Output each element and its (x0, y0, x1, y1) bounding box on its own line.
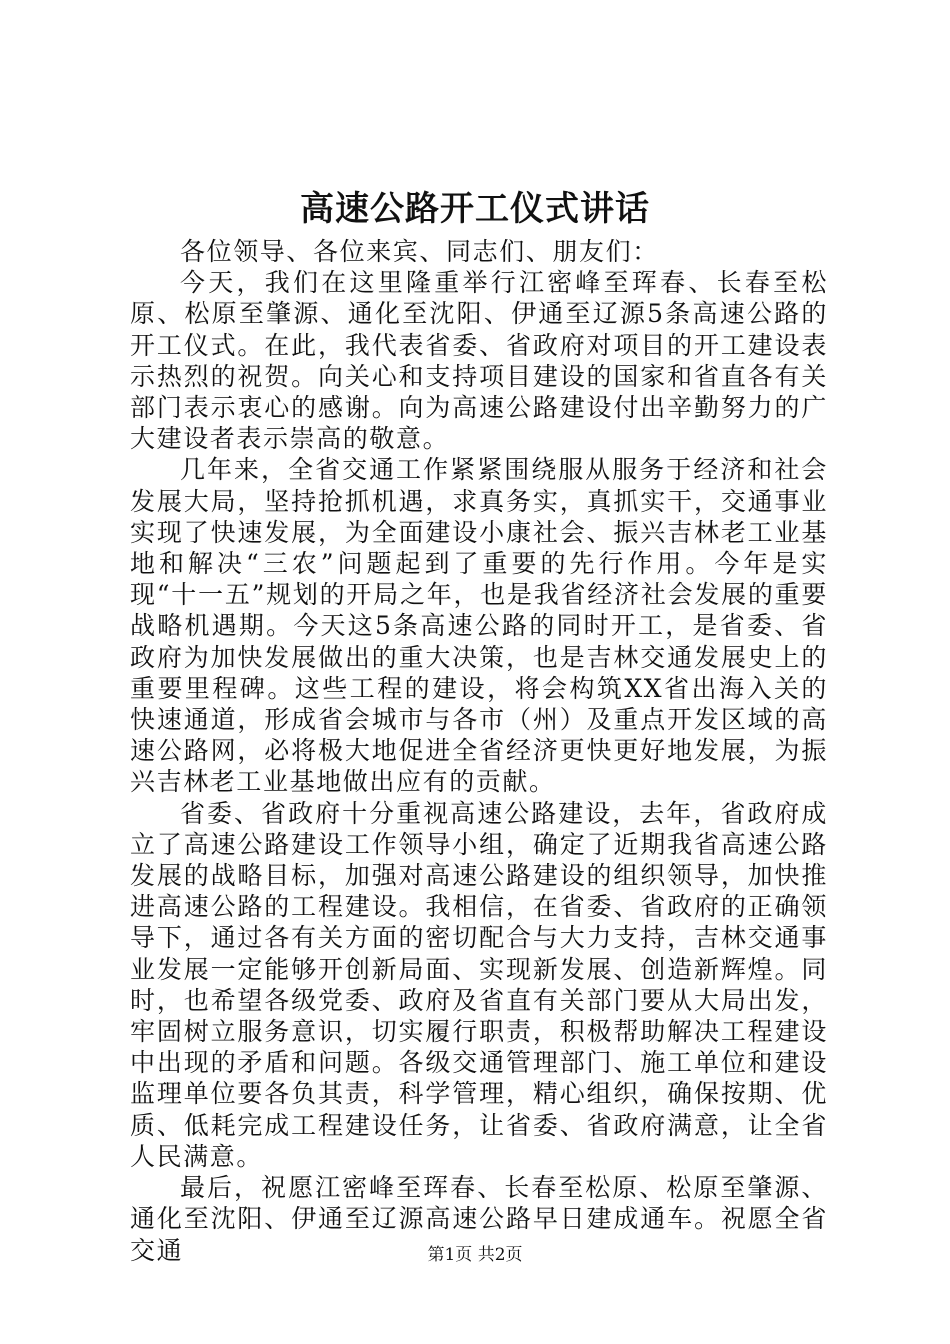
paragraph-2: 几年来，全省交通工作紧紧围绕服从服务于经济和社会发展大局，坚持抢抓机遇，求真务实，真抓实干，交通事业实现了快速发展，为全面建设小康社会、振兴吉林老工业基地和解决“三农”问题起到了重要的先行作用。今年是实现“十一五”规划的开局之年，也是我省经济社会发展的重要战略机遇期。今天这5条高速公路的同时开工，是省委、省政府为加快发展做出的重大决策，也是吉林交通发展史上的重要里程碑。这些工程的建设，将会构筑XX省出海入关的快速通道，形成省会城市与各市（州）及重点开发区域的高速公路网，必将极大地促进全省经济更快更好地发展，为振兴吉林老工业基地做出应有的贡献。 (130, 455, 828, 797)
document-title: 高速公路开工仪式讲话 (300, 189, 650, 229)
salutation: 各位领导、各位来宾、同志们、朋友们： (180, 237, 659, 266)
paragraph-1: 今天，我们在这里隆重举行江密峰至珲春、长春至松原、松原至肇源、通化至沈阳、伊通至辽源5条高速公路的开工仪式。在此，我代表省委、省政府对项目的开工建设表示热烈的祝贺。向关心和支持项目建设的国家和省直各有关部门表示衷心的感谢。向为高速公路建设付出辛勤努力的广大建设者表示崇高的敬意。 (130, 268, 828, 454)
document-body (130, 236, 828, 1266)
paragraph-4: 最后，祝愿江密峰至珲春、长春至松原、松原至肇源、通化至沈阳、伊通至辽源高速公路早日建成通车。祝愿全省交通 (130, 1173, 828, 1265)
paragraph-3: 省委、省政府十分重视高速公路建设，去年，省政府成立了高速公路建设工作领导小组，确定了近期我省高速公路发展的战略目标，加强对高速公路建设的组织领导，加快推进高速公路的工程建设。我相信，在省委、省政府的正确领导下，通过各有关方面的密切配合与大力支持，吉林交通事业发展一定能够开创新局面、实现新发展、创造新辉煌。同时，也希望各级党委、政府及省直有关部门要从大局出发，牢固树立服务意识，切实履行职责，积极帮助解决工程建设中出现的矛盾和问题。各级交通管理部门、施工单位和建设监理单位要各负其责，科学管理，精心组织，确保按期、优质、低耗完成工程建设任务，让省委、省政府满意，让全省人民满意。 (130, 798, 828, 1171)
page-number-footer: 第1页 共2页 (427, 1245, 523, 1265)
